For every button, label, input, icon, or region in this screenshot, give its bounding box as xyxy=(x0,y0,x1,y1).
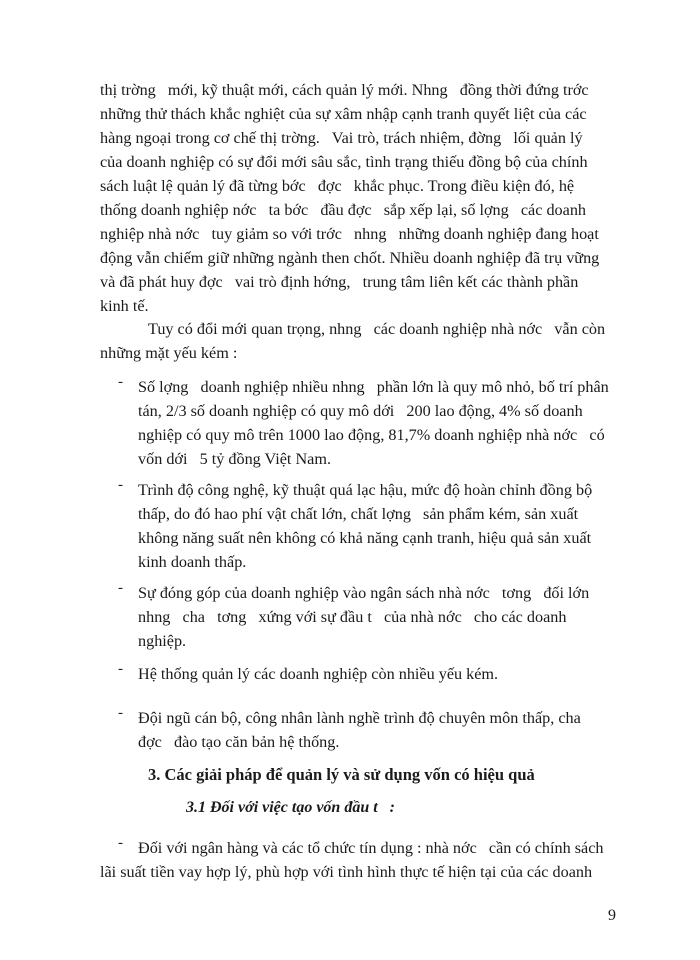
dash-marker: - xyxy=(118,374,123,390)
text-line: nghiệp. xyxy=(138,632,187,650)
text-line: Hệ thống quản lý các doanh nghiệp còn nhiều yếu kém. xyxy=(138,665,499,683)
text-line: Đối với ngân hàng và các tổ chức tín dụng : nhà nớc cần có chính sách xyxy=(138,839,604,857)
dash-marker: - xyxy=(118,661,123,677)
subsection-heading: 3.1 Đối với việc tạo vốn đầu t : xyxy=(186,799,395,816)
text-line: nghiệp có quy mô trên 1000 lao động, 81,7% doanh nghiệp nhà nớc có xyxy=(138,426,605,444)
text-line: nhng cha tơng xứng với sự đầu t của nhà nớc cho các doanh xyxy=(138,608,567,626)
dash-marker: - xyxy=(118,580,123,596)
text-line: hàng ngoại trong cơ chế thị trờng. Vai trò, trách nhiệm, đờng lối quản lý xyxy=(100,129,583,147)
text-line: Đội ngũ cán bộ, công nhân lành nghề trình độ chuyên môn thấp, cha xyxy=(138,709,581,727)
dash-marker: - xyxy=(118,705,123,721)
text-line: tán, 2/3 số doanh nghiệp có quy mô dới 200 lao động, 4% số doanh xyxy=(138,402,583,420)
text-line: thấp, do đó hao phí vật chất lớn, chất lợng sản phẩm kém, sản xuất xyxy=(138,505,579,523)
text-line: sách luật lệ quản lý đã từng bớc đợc khắc phục. Trong điều kiện đó, hệ xyxy=(100,177,575,195)
text-line: thị trờng mới, kỹ thuật mới, cách quản lý mới. Nhng đồng thời đứng trớc xyxy=(100,81,589,99)
text-line: nghiệp nhà nớc tuy giảm so với trớc nhng những doanh nghiệp đang hoạt xyxy=(100,225,599,243)
text-line: kinh tế. xyxy=(100,297,149,315)
text-line: Số lợng doanh nghiệp nhiều nhng phần lớn là quy mô nhỏ, bố trí phân xyxy=(138,378,609,396)
text-line: vốn dới 5 tỷ đồng Việt Nam. xyxy=(138,450,331,468)
section-heading: 3. Các giải pháp để quản lý và sử dụng vốn có hiệu quả xyxy=(148,765,535,784)
text-line: kinh doanh thấp. xyxy=(138,553,247,571)
text-line: những mặt yếu kém : xyxy=(100,344,238,362)
text-line: động vẫn chiếm giữ những ngành then chốt. Nhiều doanh nghiệp đã trụ vững xyxy=(100,249,600,267)
text-line: Tuy có đổi mới quan trọng, nhng các doanh nghiệp nhà nớc vẫn còn xyxy=(148,320,606,338)
text-line: của doanh nghiệp có sự đổi mới sâu sắc, tình trạng thiếu đồng bộ của chính xyxy=(100,153,588,171)
text-line: Sự đóng góp của doanh nghiệp vào ngân sách nhà nớc tơng đối lớn xyxy=(138,584,590,602)
text-line: những thử thách khắc nghiệt của sự xâm nhập cạnh tranh quyết liệt của các xyxy=(100,105,587,123)
text-line: không năng suất nên không có khả năng cạnh tranh, hiệu quả sản xuất xyxy=(138,529,592,547)
text-line: Trình độ công nghệ, kỹ thuật quá lạc hậu, mức độ hoàn chỉnh đồng bộ xyxy=(138,481,593,499)
dash-marker: - xyxy=(118,835,123,851)
text-line: thống doanh nghiệp nớc ta bớc đầu đợc sắp xếp lại, số lợng các doanh xyxy=(100,201,587,219)
dash-marker: - xyxy=(118,477,123,493)
text-line: lãi suất tiền vay hợp lý, phù hợp với tình hình thực tế hiện tại của các doanh xyxy=(100,863,593,881)
page-number: 9 xyxy=(608,907,616,924)
text-line: và đã phát huy đợc vai trò định hớng, trung tâm liên kết các thành phần xyxy=(100,273,579,291)
text-line: đợc đào tạo căn bản hệ thống. xyxy=(138,733,340,751)
